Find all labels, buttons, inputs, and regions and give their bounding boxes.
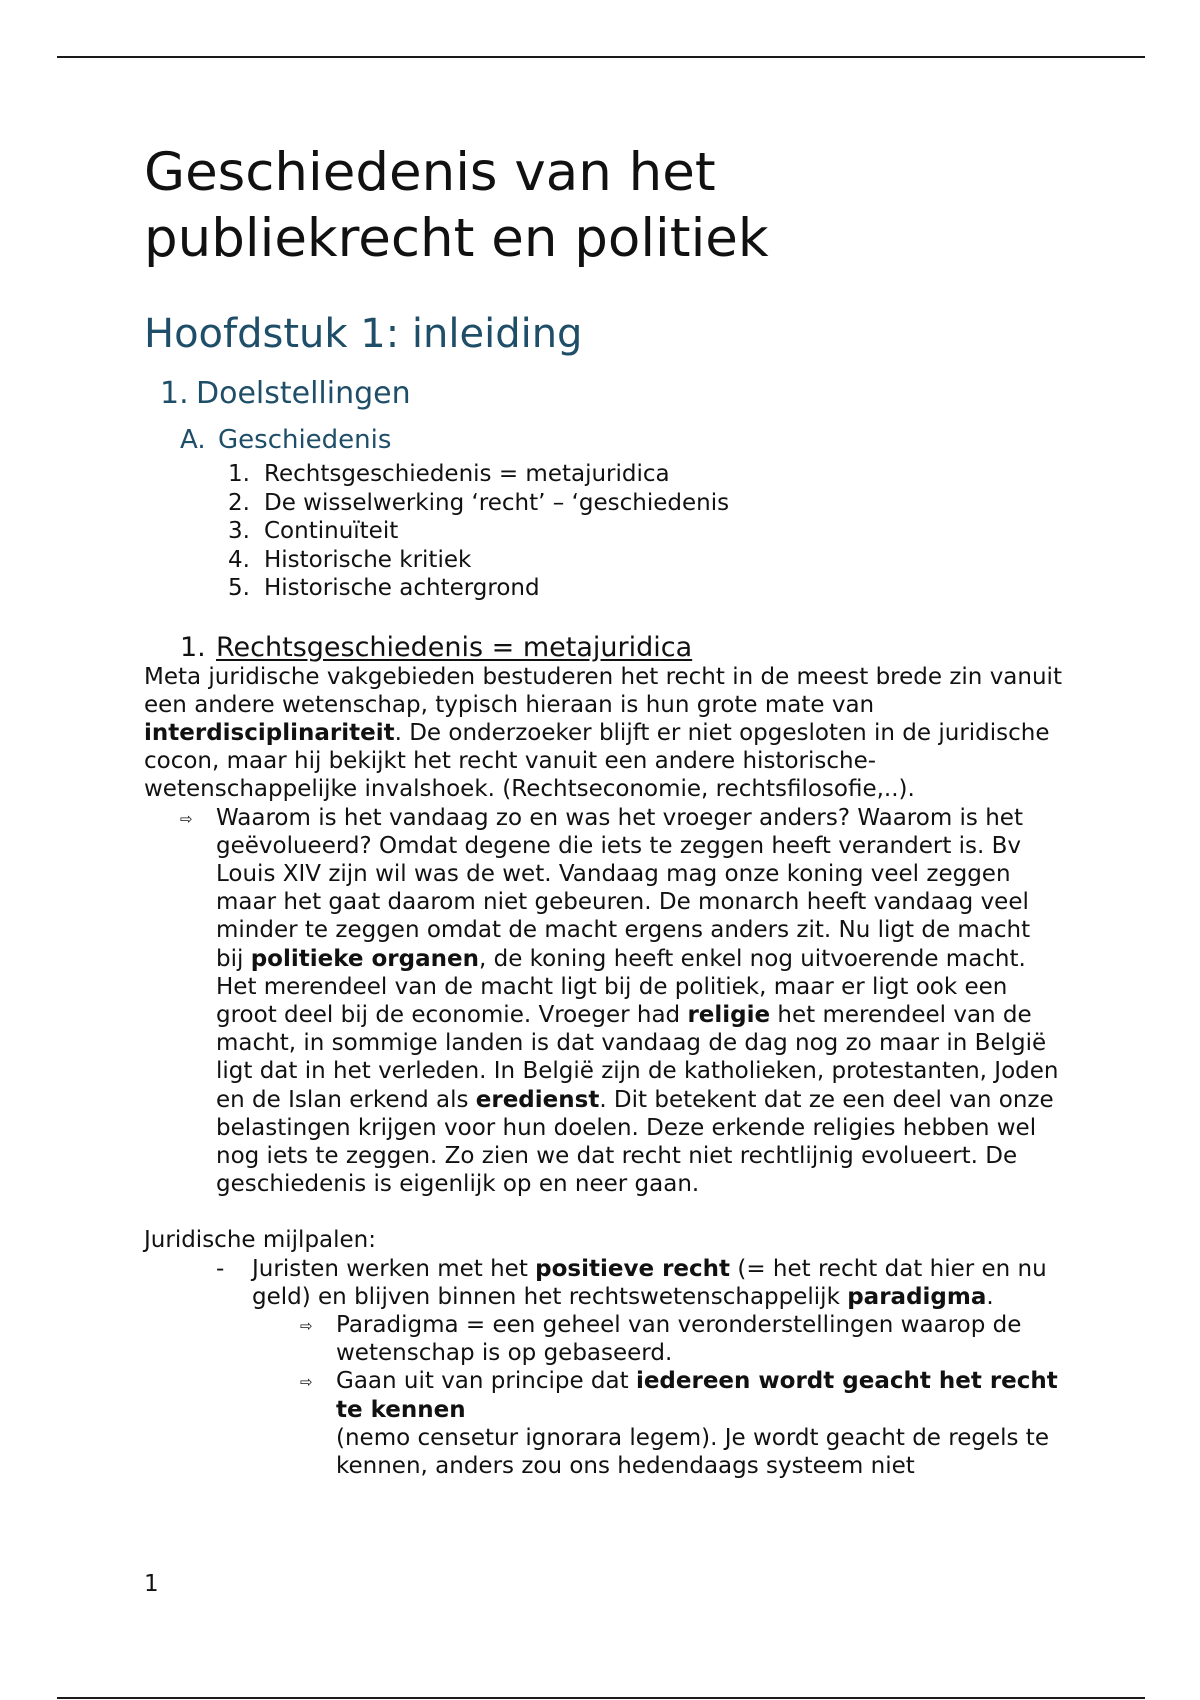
- list-item: [228, 489, 1064, 518]
- list-item: [228, 574, 1064, 603]
- list-item-number: 5.: [228, 575, 250, 601]
- bottom-rule: [57, 1697, 1145, 1699]
- section-number: 1.: [160, 376, 189, 411]
- arrow-icon: ⇨: [180, 809, 193, 828]
- list-item-number: 3.: [228, 518, 250, 544]
- dash-text-3: .: [986, 1283, 994, 1310]
- dash-bullet-text: [252, 1255, 1052, 1311]
- sub-arrow-bullet-2: [300, 1367, 1064, 1480]
- subsection-title-label: Rechtsgeschiedenis = metajuridica: [216, 631, 693, 663]
- list-item-label: Continuïteit: [264, 518, 399, 544]
- sub-arrow-text-1: Paradigma = een geheel van veronderstellingen waarop de wetenschap is op gebaseerd.: [336, 1311, 1022, 1367]
- arrow-bold-3: eredienst: [475, 1086, 600, 1113]
- intro-text-2: . De onderzoeker blijft er niet opgesloten in de juridische cocon, maar hij bekijkt het recht vanuit een andere historische-wetenschappelijke invalshoek. (Rechtseconomie, rechtsfilosofie,..).: [144, 719, 1050, 803]
- list-item-label: Historische kritiek: [264, 546, 472, 573]
- list-item-label: Rechtsgeschiedenis = metajuridica: [264, 461, 670, 487]
- section-heading: [160, 374, 1064, 414]
- sub-arrow-text-2: [336, 1367, 1064, 1480]
- list-item-number: 1.: [228, 461, 250, 487]
- list-item-label: Historische achtergrond: [264, 575, 540, 601]
- arrow-text-4: . Dit betekent dat ze een deel van onze belastingen krijgen voor hun doelen. Deze erkende religies hebben wel nog iets te zeggen. Zo zien we dat recht niet rechtlijnig evolueert. De geschiedenis is eigenlijk op en neer gaan.: [216, 1086, 1054, 1198]
- sub-arrow-bullet-1: [300, 1311, 1064, 1367]
- milestones-heading: Juridische mijlpalen:: [144, 1227, 376, 1254]
- intro-text-1: Meta juridische vakgebieden bestuderen het recht in de meest brede zin vanuit een andere wetenschap, typisch hieraan is hun grote mate van: [144, 663, 1062, 718]
- section-label: Doelstellingen: [196, 376, 411, 411]
- page-number: 1: [144, 1571, 159, 1597]
- subsection-title: [180, 633, 1064, 663]
- arrow-icon: ⇨: [300, 1316, 313, 1335]
- list-item: [228, 517, 1064, 546]
- dash-marker: -: [216, 1255, 225, 1282]
- intro-paragraph: [144, 663, 1064, 804]
- subsection-number: A.: [180, 425, 206, 455]
- arrow-bullet: [180, 804, 1064, 1199]
- dash-bullet: [216, 1255, 1064, 1311]
- sub2-text-2: (nemo censetur ignorara legem). Je wordt geacht de regels te kennen, anders zou ons hedendaags systeem niet: [336, 1424, 1049, 1479]
- sub2-text-1: Gaan uit van principe dat: [336, 1368, 636, 1395]
- arrow-bullet-text: [216, 804, 1064, 1199]
- page-content: [144, 140, 1064, 1480]
- document-title: Geschiedenis van het publiekrecht en politiek: [144, 142, 769, 269]
- milestones-block: [144, 1226, 1064, 1480]
- list-item: [228, 460, 1064, 489]
- topic-list: [228, 460, 1064, 603]
- subsection-heading: [180, 422, 1064, 458]
- list-item: [228, 546, 1064, 575]
- subsection-title-number: 1.: [180, 631, 206, 663]
- dash-text-2: (= het recht dat hier en nu geld) en blijven binnen het rechtswetenschappelijk: [252, 1255, 1047, 1310]
- list-item-number: 2.: [228, 489, 250, 516]
- arrow-text-3: het merendeel van de macht, in sommige landen is dat vandaag de dag nog zo maar in België ligt dat in het verleden. In België zijn de katholieken, protestanten, Joden en de Islan erkend als: [216, 1001, 1059, 1113]
- top-rule: [57, 56, 1145, 58]
- dash-bold-2: paradigma: [847, 1283, 987, 1310]
- subsection-label: Geschiedenis: [218, 425, 392, 455]
- dash-bold-1: positieve recht: [535, 1255, 731, 1282]
- list-item-number: 4.: [228, 546, 250, 573]
- chapter-heading: Hoofdstuk 1: inleiding: [144, 311, 583, 357]
- intro-bold-1: interdisciplinariteit: [144, 719, 395, 746]
- list-item-label: De wisselwerking ‘recht’ – ‘geschiedenis: [264, 489, 730, 516]
- dash-text-1: Juristen werken met het: [252, 1255, 536, 1282]
- arrow-bold-1: politieke organen: [250, 945, 479, 972]
- arrow-icon: ⇨: [300, 1373, 313, 1392]
- arrow-text-1: Waarom is het vandaag zo en was het vroeger anders? Waarom is het geëvolueerd? Omdat degene die iets te zeggen heeft verandert is. Bv Louis XIV zijn wil was de wet. Vandaag mag onze koning veel zeggen maar het gaat daarom niet gebeuren. De monarch heeft vandaag veel minder te zeggen omdat de macht ergens anders zit. Nu ligt de macht bij: [216, 804, 1031, 972]
- arrow-text-2: , de koning heeft enkel nog uitvoerende macht. Het merendeel van de macht ligt bij de politiek, maar er ligt ook een groot deel bij de economie. Vroeger had: [216, 945, 1026, 1028]
- arrow-bold-2: religie: [687, 1001, 771, 1028]
- sub2-bold-1: iedereen wordt geacht het recht te kennen: [336, 1368, 1058, 1423]
